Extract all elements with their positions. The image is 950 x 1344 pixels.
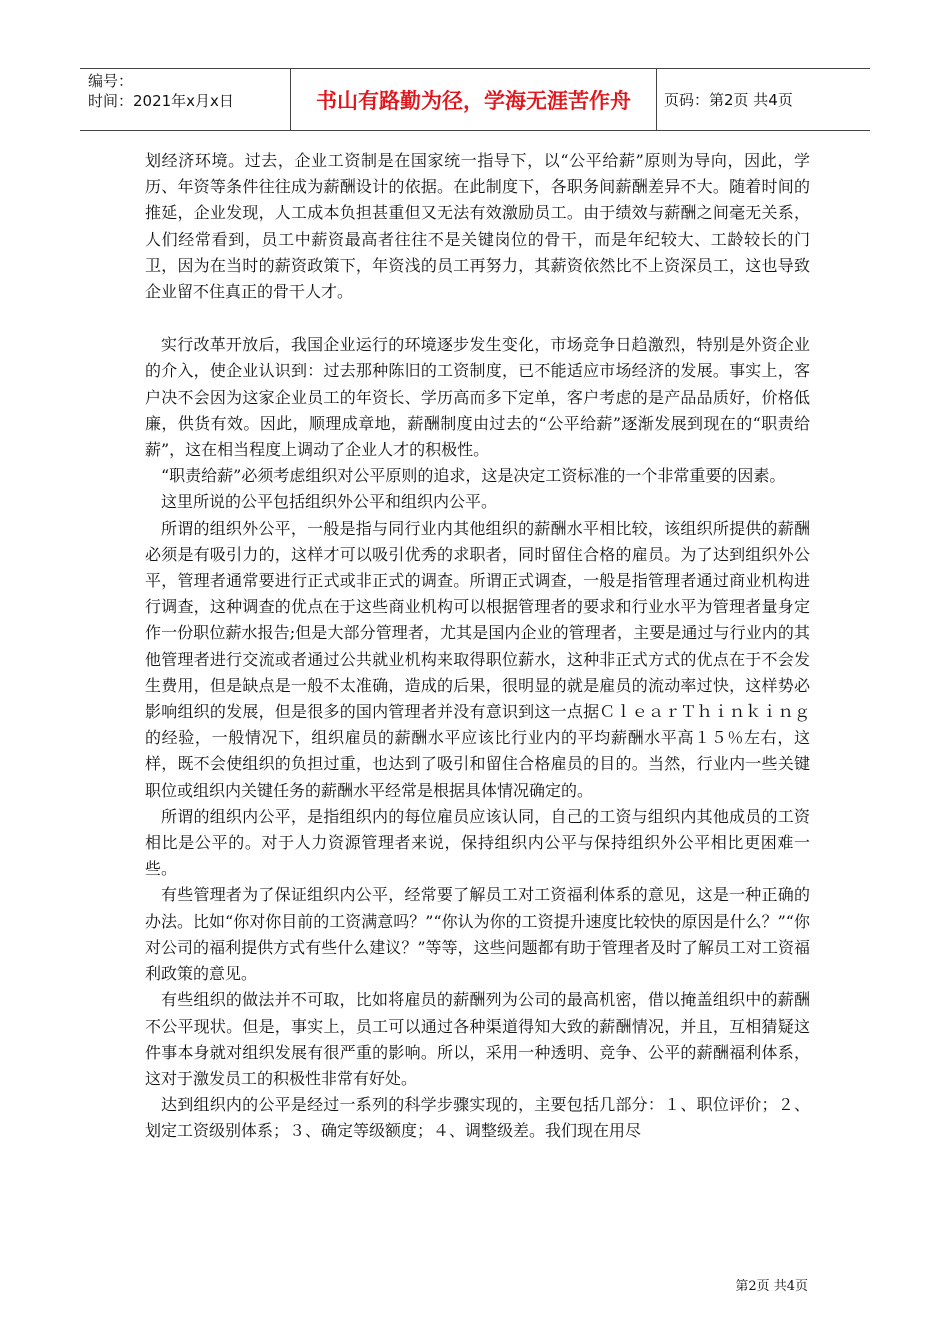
paragraph: 这里所说的公平包括组织外公平和组织内公平。 xyxy=(161,492,498,512)
paragraph: 达到组织内的公平是经过一系列的科学步骤实现的，主要包括几部分：１、职位评价；２、划定工资级别体系；３、确定等级额度；４、调整级差。我们现在用尽 xyxy=(145,1095,810,1141)
serial-label: 编号： xyxy=(88,72,134,90)
header-meta xyxy=(88,71,234,111)
date-text: 时间：2021年x月x日 xyxy=(88,92,234,110)
page-footer: 第2页 共4页 xyxy=(735,1279,808,1294)
body-text xyxy=(145,148,810,1145)
paragraph: “职责给薪”必须考虑组织对公平原则的追求，这是决定工资标准的一个非常重要的因素。 xyxy=(161,466,786,486)
page-header xyxy=(80,68,870,131)
paragraph-gap xyxy=(145,305,810,332)
paragraph: 有些组织的做法并不可取，比如将雇员的薪酬列为公司的最高机密，借以掩盖组织中的薪酬不公平现状。但是，事实上，员工可以通过各种渠道得知大致的薪酬情况，并且，互相猜疑这件事本身就对组织发展有很严重的影响。所以，采用一种透明、竞争、公平的薪酬福利体系，这对于激发员工的积极性非常有好处。 xyxy=(145,990,810,1088)
paragraph: 所谓的组织内公平，是指组织内的每位雇员应该认同，自己的工资与组织内其他成员的工资相比是公平的。对于人力资源管理者来说，保持组织内公平与保持组织外公平相比更困难一些。 xyxy=(145,806,810,879)
paragraph: 有些管理者为了保证组织内公平，经常要了解员工对工资福利体系的意见，这是一种正确的办法。比如“你对你目前的工资满意吗？”“你认为你的工资提升速度比较快的原因是什么？”“你对公司的福利提供方式有些什么建议？”等等，这些问题都有助于管理者及时了解员工对工资福利政策的意见。 xyxy=(145,885,810,984)
header-divider xyxy=(656,69,657,130)
paragraph: 实行改革开放后，我国企业运行的环境逐步发生变化，市场竞争日趋激烈，特别是外资企业的介入，使企业认识到：过去那种陈旧的工资制度，已不能适应市场经济的发展。事实上，客户决不会因为这家企业员工的年资长、学历高而多下定单，客户考虑的是产品品质好，价格低廉，供货有效。因此，顺理成章地，薪酬制度由过去的“公平给薪”逐渐发展到现在的“职责给薪”，这在相当程度上调动了企业人才的积极性。 xyxy=(145,335,810,460)
paragraph: 划经济环境。过去，企业工资制是在国家统一指导下，以“公平给薪”原则为导向，因此，学历、年资等条件往往成为薪酬设计的依据。在此制度下，各职务间薪酬差异不大。随着时间的推延，企业发现，人工成本负担甚重但又无法有效激励员工。由于绩效与薪酬之间毫无关系，人们经常看到，员工中薪资最高者往往不是关键岗位的骨干，而是年纪较大、工龄较长的门卫，因为在当时的薪资政策下，年资浅的员工再努力，其薪资依然比不上资深员工，这也导致企业留不住真正的骨干人才。 xyxy=(145,151,810,302)
paragraph: 所谓的组织外公平，一般是指与同行业内其他组织的薪酬水平相比较，该组织所提供的薪酬必须是有吸引力的，这样才可以吸引优秀的求职者，同时留住合格的雇员。为了达到组织外公平，管理者通常要进行正式或非正式的调查。所谓正式调查，一般是指管理者通过商业机构进行调查，这种调查的优点在于这些商业机构可以根据管理者的要求和行业水平为管理者量身定作一份职位薪水报告;但是大部分管理者，尤其是国内企业的管理者，主要是通过与行业内的其他管理者进行交流或者通过公共就业机构来取得职位薪水，这种非正式方式的优点在于不会发生费用，但是缺点是一般不太准确，造成的后果，很明显的就是雇员的流动率过快，这样势必影响组织的发展，但是很多的国内管理者并没有意识到这一点据ＣｌｅａｒＴｈｉｎｋｉｎｇ的经验，一般情况下，组织雇员的薪酬水平应该比行业内的平均薪酬水平高１５％左右，这样，既不会使组织的负担过重，也达到了吸引和留住合格雇员的目的。当然，行业内一些关键职位或组织内关键任务的薪酬水平经常是根据具体情况确定的。 xyxy=(145,518,810,800)
header-page-code: 页码：第2页 共4页 xyxy=(664,91,793,109)
header-motto: 书山有路勤为径，学海无涯苦作舟 xyxy=(316,88,631,113)
